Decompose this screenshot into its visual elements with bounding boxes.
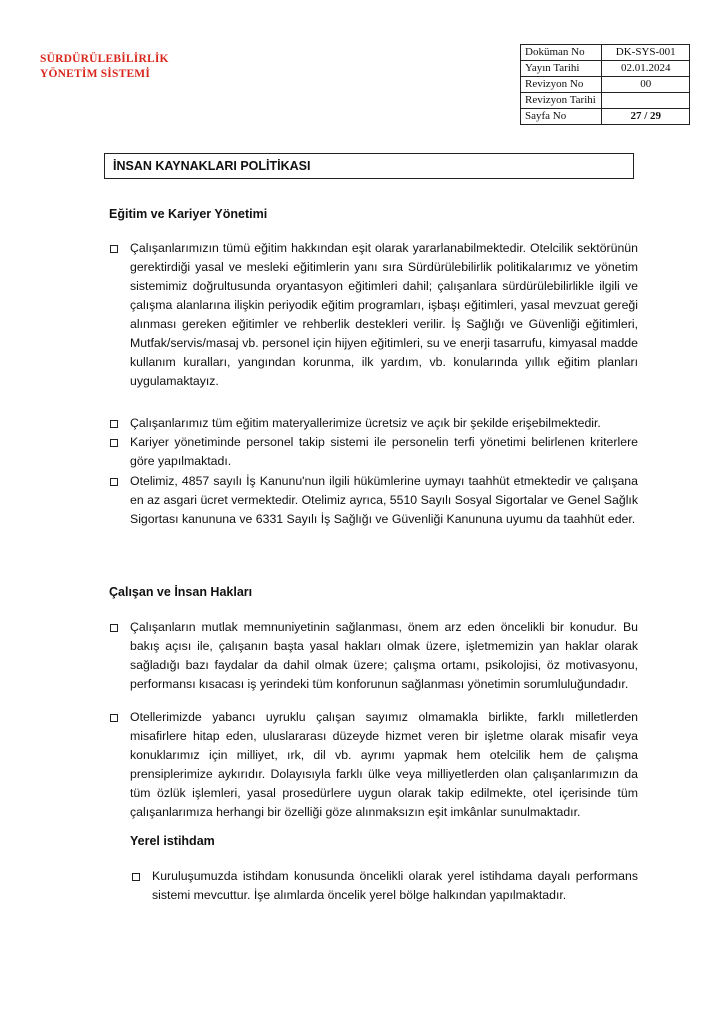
checkbox-bullet-icon <box>110 714 118 722</box>
meta-label: Sayfa No <box>521 109 602 125</box>
list-item <box>152 867 638 905</box>
document-meta-table <box>520 44 690 125</box>
section-heading: Çalışan ve İnsan Hakları <box>109 585 253 599</box>
list-item-text: Çalışanlarımızın tümü eğitim hakkından eşit olarak yararlanabilmektedir. Otelcilik sektörünün gerektirdiği yasal ve mesleki eğitimlerin yanı sıra Sürdürülebilirlik politikalarımız ve yönetim sistemimiz doğrultusunda oryantasyon eğitimleri dahil; çalışanlara sürdürülebilirlikle ilgili ve çalışma alanlarına ilişkin periyodik eğitim programları, işbaşı eğitimleri, yasal mevzuat gereği alınması gereken eğitimler ve rehberlik destekleri verilir. İş Sağlığı ve Güvenliği eğitimleri, Mutfak/servis/masaj vb. personel için hijyen eğitimleri, su ve enerji tasarrufu, kimyasal madde kullanım kuralları, yangından korunma, ilk yardım, vb. konularında yıllık eğitim planları uygulamaktayız. <box>130 241 638 388</box>
meta-row <box>521 61 690 77</box>
list-item <box>130 414 638 433</box>
section-heading: Yerel istihdam <box>130 834 215 848</box>
list-item <box>130 433 638 471</box>
list-item-text: Kuruluşumuzda istihdam konusunda öncelikli olarak yerel istihdama dayalı performans sistemi mevcuttur. İşe alımlarda öncelik yerel bölge halkından yapılmaktadır. <box>152 869 638 902</box>
checkbox-bullet-icon <box>110 478 118 486</box>
meta-row <box>521 93 690 109</box>
meta-label: Revizyon Tarihi <box>521 93 602 109</box>
section-heading: Eğitim ve Kariyer Yönetimi <box>109 207 268 221</box>
meta-value: 27 / 29 <box>602 109 690 125</box>
checkbox-bullet-icon <box>110 420 118 428</box>
meta-label: Yayın Tarihi <box>521 61 602 77</box>
list-item <box>130 472 638 529</box>
list-item <box>130 618 638 694</box>
list-item-text: Çalışanlarımız tüm eğitim materyallerimize ücretsiz ve açık bir şekilde erişebilmektedir. <box>130 416 601 430</box>
list-item-text: Otelimiz, 4857 sayılı İş Kanunu'nun ilgili hükümlerine uymayı taahhüt etmektedir ve çalışana en az asgari ücret vermektedir. Otelimiz ayrıca, 5510 Sayılı Sosyal Sigortalar ve Genel Sağlık Sigortası kanununa ve 6331 Sayılı İş Sağlığı ve Güvenliği Kanununa uyumu da taahhüt eder. <box>130 474 638 526</box>
meta-label: Doküman No <box>521 45 602 61</box>
meta-row <box>521 109 690 125</box>
brand-title <box>40 52 169 82</box>
meta-value: DK-SYS-001 <box>602 45 690 61</box>
checkbox-bullet-icon <box>110 624 118 632</box>
meta-value: 00 <box>602 77 690 93</box>
list-item <box>130 239 638 391</box>
page-title: İNSAN KAYNAKLARI POLİTİKASI <box>104 153 634 179</box>
meta-row <box>521 77 690 93</box>
list-item-text: Kariyer yönetiminde personel takip sistemi ile personelin terfi yönetimi belirlenen kriterlere göre yapılmaktadı. <box>130 435 638 468</box>
meta-value <box>602 93 690 109</box>
meta-label: Revizyon No <box>521 77 602 93</box>
checkbox-bullet-icon <box>132 873 140 881</box>
list-item-text: Otellerimizde yabancı uyruklu çalışan sayımız olmamakla birlikte, farklı milletlerden misafirlere hitap eden, uluslararası düzeyde hizmet veren bir işletme olarak misafir veya konuklarımız için milliyet, ırk, dil vb. ayrımı yapmak hem otelcilik hem de çalışma prensiplerimize aykırıdır. Dolayısıyla farklı ülke veya milliyetlerden olan çalışanlarımızın da tüm özlük işlemleri, yasal prosedürlere uygun olarak takip edilmekte, otel içerisinde tüm çalışanlarımıza herhangi bir özelliği göze alınmaksızın eşit imkânlar sunulmaktadır. <box>130 710 638 819</box>
list-item-text: Çalışanların mutlak memnuniyetinin sağlanması, önem arz eden öncelikli bir konudur. Bu bakış açısı ile, çalışanın başta yasal hakları olmak üzere, işletmemizin yan haklar olarak sağladığı bazı faydalar da dahil olmak üzere; çalışma ortamı, psikolojisi, öz motivasyonu, performansı kısacası iş yerindeki tüm konforunun sağlanması yönetimin sorumluluğundadır. <box>130 620 638 691</box>
checkbox-bullet-icon <box>110 245 118 253</box>
list-item <box>130 708 638 822</box>
meta-row <box>521 45 690 61</box>
brand-line-1: SÜRDÜRÜLEBİLİRLİK <box>40 53 169 65</box>
checkbox-bullet-icon <box>110 439 118 447</box>
brand-line-2: YÖNETİM SİSTEMİ <box>40 68 151 80</box>
meta-value: 02.01.2024 <box>602 61 690 77</box>
